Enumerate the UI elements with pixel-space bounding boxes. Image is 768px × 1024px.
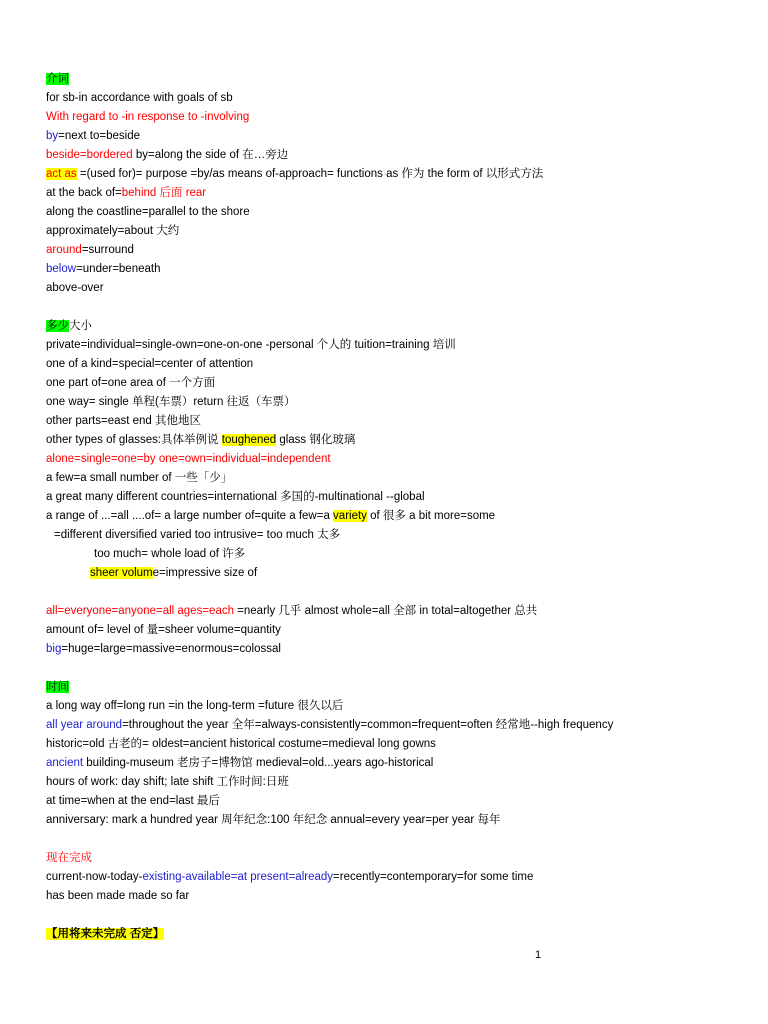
text-line: by=next to=beside xyxy=(46,130,140,142)
text-line: =different diversified varied too intrusive= too much 太多 xyxy=(54,529,341,541)
text-line: above-over xyxy=(46,282,104,294)
text-line: all year around=throughout the year 全年=always-consistently=common=frequent=often 经常地--high frequency xyxy=(46,719,614,731)
blank-line xyxy=(46,830,746,849)
text-line: one of a kind=special=center of attention xyxy=(46,358,254,370)
section-heading-present-perfect: 现在完成 xyxy=(46,852,92,864)
text-line: hours of work: day shift; late shift 工作时间:日班 xyxy=(46,776,289,788)
text-line: historic=old 古老的= oldest=ancient historical costume=medieval long gowns xyxy=(46,738,436,750)
text-line: other types of glasses:具体举例说 toughened glass 钢化玻璃 xyxy=(46,434,356,446)
text-line: has been made made so far xyxy=(46,890,190,902)
text-line: approximately=about 大约 xyxy=(46,225,180,237)
text-line: amount of= level of 量=sheer volume=quantity xyxy=(46,624,281,636)
text-line: sheer volume=impressive size of xyxy=(90,567,258,579)
section-heading-future: 【用将来未完成 否定】 xyxy=(46,928,165,940)
text-line: below=under=beneath xyxy=(46,263,161,275)
text-line: alone=single=one=by one=own=individual=independent xyxy=(46,453,331,465)
text-line: all=everyone=anyone=all ages=each =nearly 几乎 almost whole=all 全部 in total=altogether 总共 xyxy=(46,605,538,617)
text-line: ancient building-museum 老房子=博物馆 medieval=old...years ago-historical xyxy=(46,757,434,769)
page-number: 1 xyxy=(535,949,542,961)
text-line: current-now-today-existing-available=at present=already=recently=contemporary=for some time xyxy=(46,871,534,883)
text-line: a long way off=long run =in the long-term =future 很久以后 xyxy=(46,700,344,712)
text-line: With regard to -in response to -involving xyxy=(46,111,250,123)
text-line: at time=when at the end=last 最后 xyxy=(46,795,220,807)
text-line: act as =(used for)= purpose =by/as means of-approach= functions as 作为 the form of 以形式方法 xyxy=(46,168,544,180)
text-line: along the coastline=parallel to the shore xyxy=(46,206,250,218)
text-line: a few=a small number of 一些「少」 xyxy=(46,472,233,484)
blank-line xyxy=(46,659,746,678)
blank-line xyxy=(46,298,746,317)
text-line: one part of=one area of 一个方面 xyxy=(46,377,216,389)
text-line: too much= whole load of 许多 xyxy=(94,548,246,560)
text-line: beside=bordered by=along the side of 在…旁边 xyxy=(46,149,289,161)
blank-line xyxy=(46,583,746,602)
text-line: at the back of=behind 后面 rear xyxy=(46,187,207,199)
section-heading-amount: 多少大小 xyxy=(46,320,92,332)
section-heading-time: 时间 xyxy=(46,681,69,693)
section-heading-prepositions: 介词 xyxy=(46,73,69,85)
text-line: other parts=east end 其他地区 xyxy=(46,415,202,427)
text-line: a range of ...=all ....of= a large number of=quite a few=a variety of 很多 a bit more=some xyxy=(46,510,496,522)
text-line: anniversary: mark a hundred year 周年纪念:100 年纪念 annual=every year=per year 每年 xyxy=(46,814,501,826)
text-line: for sb-in accordance with goals of sb xyxy=(46,92,233,104)
text-line: around=surround xyxy=(46,244,134,256)
text-line: one way= single 单程(车票）return 往返（车票） xyxy=(46,396,296,408)
text-line: a great many different countries=international 多国的-multinational --global xyxy=(46,491,425,503)
blank-line xyxy=(46,906,746,925)
document-body xyxy=(46,70,746,944)
text-line: private=individual=single-own=one-on-one -personal 个人的 tuition=training 培训 xyxy=(46,339,456,351)
text-line: big=huge=large=massive=enormous=colossal xyxy=(46,643,281,655)
